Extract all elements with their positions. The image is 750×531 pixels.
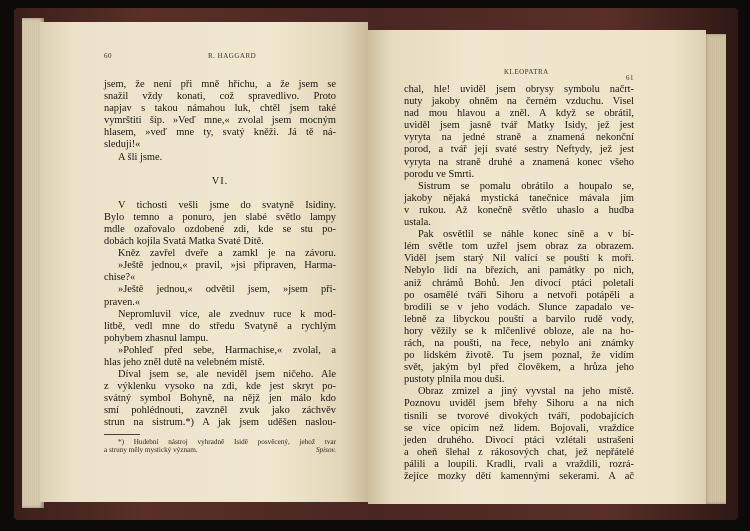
footnote-signature: Spisov.	[315, 446, 336, 455]
text-line: vyryta na jedné straně a znamená nekonční	[404, 132, 634, 144]
text-line: pustoty plnila mou duši.	[404, 374, 505, 386]
page-edges-right	[704, 34, 726, 504]
text-line: Poznovu uviděl jsem břehy Sihoru a na nich	[404, 398, 634, 410]
text-line: uviděl jsem jasně tvář Matky Isidy, jež jest	[404, 120, 634, 132]
text-line: »Ještě jednou,« odvětil jsem, »jsem při-	[118, 284, 336, 296]
text-line: svátný symbol Bohyně, na nějž jen málo kdo	[104, 393, 336, 405]
text-line: mdle ozařovalo ozdobené zdi, kde se stu po-	[104, 223, 336, 235]
text-line: rách, na poušti, na řece, nebylo ani známky	[404, 337, 634, 349]
text-line: pohybem zhasnul lampu.	[104, 332, 209, 344]
text-line: vymrštiti šíp. »Veď mne,« zvolal jsem mocným	[104, 115, 336, 127]
text-line: Obraz zmizel a jiný vyvstal na jeho místě.	[418, 386, 634, 398]
text-line: Nepromluvil více, ale zvednuv ruce k mod-	[118, 308, 336, 320]
left-page	[40, 22, 368, 502]
right-page-number: 61	[626, 74, 634, 82]
text-line: tisnili se tvorové divokých tváří, podobajících	[404, 410, 634, 422]
text-line: a oheň šlehal z rákosových chat, jež nepřátelé	[404, 446, 634, 458]
text-line: Viděl jsem starý Nil valící se pouští k moři.	[404, 253, 634, 265]
text-line: jsem, že není při mně hříchu, a že jsem se	[104, 79, 336, 90]
text-line: Nebylo lidí na březích, ani památky po nich,	[404, 265, 634, 277]
text-line: hory věžily se k mlčenlivé obloze, ale na ho-	[404, 325, 634, 337]
text-line: hlas jeho zněl dutě na velebném místě.	[104, 356, 265, 368]
text-line: snažil vždy konati, což spravedlivo. Proto	[104, 91, 336, 103]
text-line: z výklenku vysoko na zdi, kde jest skryt po-	[104, 381, 336, 393]
text-line: v rukou. Až konečně světlo uhaslo a hudba	[404, 204, 634, 216]
text-line: sleduji!«	[104, 139, 141, 151]
text-line: napjav s takou námahou luk, chtěl jsem také	[104, 103, 336, 115]
text-line: ustala.	[404, 217, 431, 229]
text-line: smí pohlédnouti, zavzněl zvuk jako záchvěv	[104, 405, 336, 417]
text-line: Kněz zavřel dveře a zamkl je na závoru.	[118, 248, 336, 260]
text-line: pálili a loupili. Kradli, rvali a vraždili, rozrá-	[404, 458, 634, 470]
text-line: jakoby nějaká mystická tanečnice mávala jím	[404, 192, 634, 204]
text-line: hlasem, »veď mne ty, svatý kněži. Já tě ná-	[104, 127, 336, 139]
text-line: »Ještě jednou,« pravil, »jsi připraven, Harma-	[118, 260, 336, 272]
right-body-text	[404, 84, 634, 483]
right-page	[368, 30, 706, 504]
text-line: porodu ve Smrti.	[404, 168, 475, 180]
text-line: jeden druhého. Divocí ptáci vzlétali ustrašeni	[404, 434, 634, 446]
text-line: po lidském životě. Tu jsem poznal, že vidím	[404, 350, 634, 362]
text-line: porod, a tvář její svaté sestry Neftydy, jež jest	[404, 144, 634, 156]
text-line: strun na sistrum.*) A jak jsem uděšen naslou-	[104, 417, 336, 429]
text-line: nuty jakoby ohněm na černém vzduchu. Visel	[404, 96, 634, 108]
text-line: Pak osvětlil se náhle konec síně a v bí-	[418, 229, 634, 241]
text-line: svět, jakým byl před člověkem, a hrůza jeho	[404, 362, 634, 374]
left-running-head: R. HAGGARD	[208, 52, 257, 60]
text-line: brodili se v jeho vodách. Slunce zapadalo ve-	[404, 301, 634, 313]
text-line: Bylo temno a ponuro, jen slabé světlo lampy	[104, 211, 336, 223]
left-body-text	[104, 79, 336, 455]
footnote-line: *) Hudební nástroj vyhradně Isidě posvěcený, jehož tvar	[118, 437, 336, 446]
text-line: Díval jsem se, ale neviděl jsem ničeho. Ale	[118, 369, 336, 381]
text-line: praven.«	[104, 296, 141, 308]
text-line: lém světle tom uzřel jsem obraz za obrazem.	[404, 241, 634, 253]
left-paragraph-bottom	[104, 200, 336, 430]
footnote	[104, 438, 336, 455]
text-line: nad mou hlavou a zněl. A když se obrátil,	[404, 108, 634, 120]
text-line: A šli jsme.	[118, 151, 163, 163]
text-line: litbě, vedl mne do středu Svatyně a rychlým	[104, 320, 336, 332]
left-paragraph-top	[104, 79, 336, 164]
text-line: Sistrum se pomalu obrátilo a houpalo se,	[418, 180, 634, 192]
text-line: lebně za libyckou pouští a barvilo rudě vody,	[404, 313, 634, 325]
text-line: chise?«	[104, 272, 136, 284]
footnote-rule	[104, 434, 140, 435]
text-line: žejíce mozky dětí kamennými sekerami. A ač	[404, 471, 634, 482]
right-running-head: KLEOPATRA	[504, 68, 549, 76]
footnote-line: a struny měly mystický význam. Spisov.	[104, 446, 336, 455]
text-line: po osamělé tváři Sihoru a netvoři potápěli a	[404, 289, 634, 301]
text-line: aniž chrámů Bohů. Jen divocí ptáci poletali	[404, 277, 634, 289]
left-page-number: 60	[104, 52, 112, 60]
text-line: vyryta na straně druhé a znamená konec všeho	[404, 156, 634, 168]
chapter-heading: VI.	[211, 175, 229, 187]
text-line: »Pohleď před sebe, Harmachise,« zvolal, a	[118, 344, 336, 356]
right-paragraphs	[404, 84, 634, 483]
text-line: V tichosti vešli jsme do svatyně Isidiny.	[118, 199, 336, 211]
text-line: dobách kojila Svatá Matka Svaté Dítě.	[104, 236, 264, 248]
text-line: se více opicím než lidem. Bojovali, vraždíce	[404, 422, 634, 434]
text-line: chal, hle! uviděl jsem obrysy symbolu načrt-	[404, 84, 634, 95]
